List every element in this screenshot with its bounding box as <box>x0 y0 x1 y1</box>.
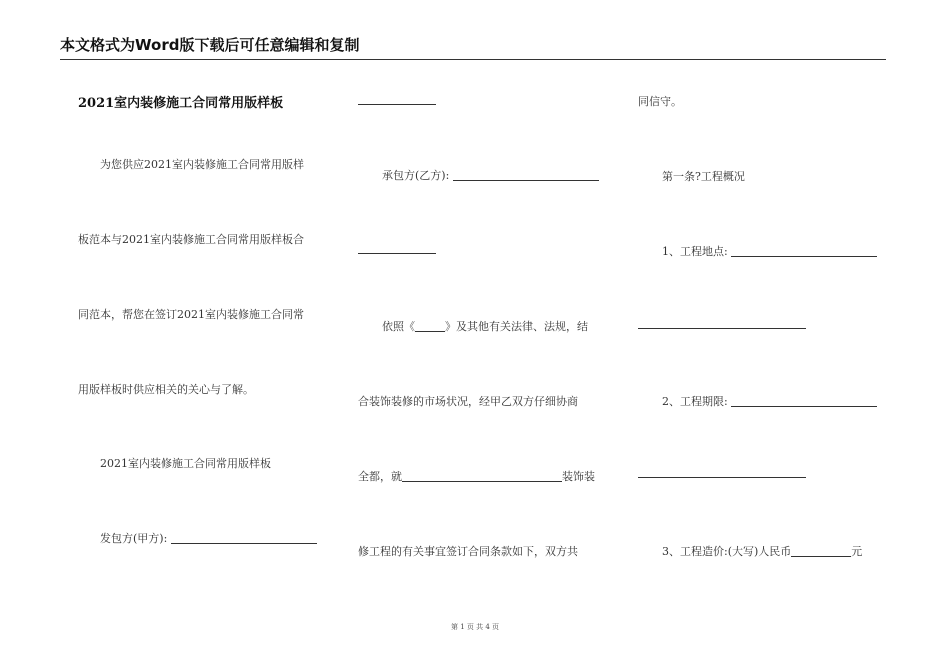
blank-line-party-b <box>358 253 436 254</box>
body-line-3-prefix: 全都，就 <box>358 470 402 483</box>
item-3-prefix: 3、工程造价:(大写)人民币 <box>662 545 792 558</box>
item-1-blank <box>731 244 877 257</box>
party-a-line <box>100 530 317 546</box>
law-blank <box>415 319 445 332</box>
party-a-label: 发包方(甲方): <box>100 532 168 545</box>
item-2-label: 2、工程期限: <box>662 395 728 408</box>
intro-line-2: 板范本与2021室内装修施工合同常用版样板合 <box>78 233 304 246</box>
party-b-blank <box>453 168 599 181</box>
body-line-4: 修工程的有关事宜签订合同条款如下，双方共 <box>358 545 578 558</box>
item-2-blank <box>731 394 877 407</box>
page-header: 本文格式为Word版下载后可任意编辑和复制 <box>60 34 886 60</box>
document-title: 2021室内装修施工合同常用版样板 <box>78 96 284 111</box>
item-1-label: 1、工程地点: <box>662 245 728 258</box>
body-line-2: 合装饰装修的市场状况，经甲乙双方仔细协商 <box>358 395 578 408</box>
page-number: 第 1 页 共 4 页 <box>450 623 500 631</box>
blank-line-top <box>358 104 436 105</box>
item-3-blank <box>791 544 851 557</box>
law-suffix: 》及其他有关法律、法规，结 <box>445 320 588 333</box>
item-2-line <box>662 393 877 409</box>
col3-line-1: 同信守。 <box>638 95 682 108</box>
item-1-continuation-line <box>638 328 806 329</box>
law-prefix: 依照《 <box>382 320 415 333</box>
article-1-heading: 第一条?工程概况 <box>662 170 745 183</box>
subtitle: 2021室内装修施工合同常用版样板 <box>100 457 271 470</box>
intro-line-1: 为您供应2021室内装修施工合同常用版样 <box>100 158 304 171</box>
item-1-line <box>662 243 877 259</box>
party-a-blank <box>171 531 317 544</box>
party-b-line <box>382 167 599 183</box>
item-3-suffix: 元 <box>851 545 863 558</box>
item-2-continuation-line <box>638 477 806 478</box>
law-line <box>382 318 588 334</box>
body-line-3 <box>358 468 595 484</box>
body-line-3-suffix: 装饰装 <box>562 470 595 483</box>
project-blank <box>402 469 562 482</box>
intro-line-4: 用版样板时供应相关的关心与了解。 <box>78 383 254 396</box>
item-3-line <box>662 543 862 559</box>
party-b-label: 承包方(乙方): <box>382 169 450 182</box>
intro-line-3: 同范本，帮您在签订2021室内装修施工合同常 <box>78 308 304 321</box>
